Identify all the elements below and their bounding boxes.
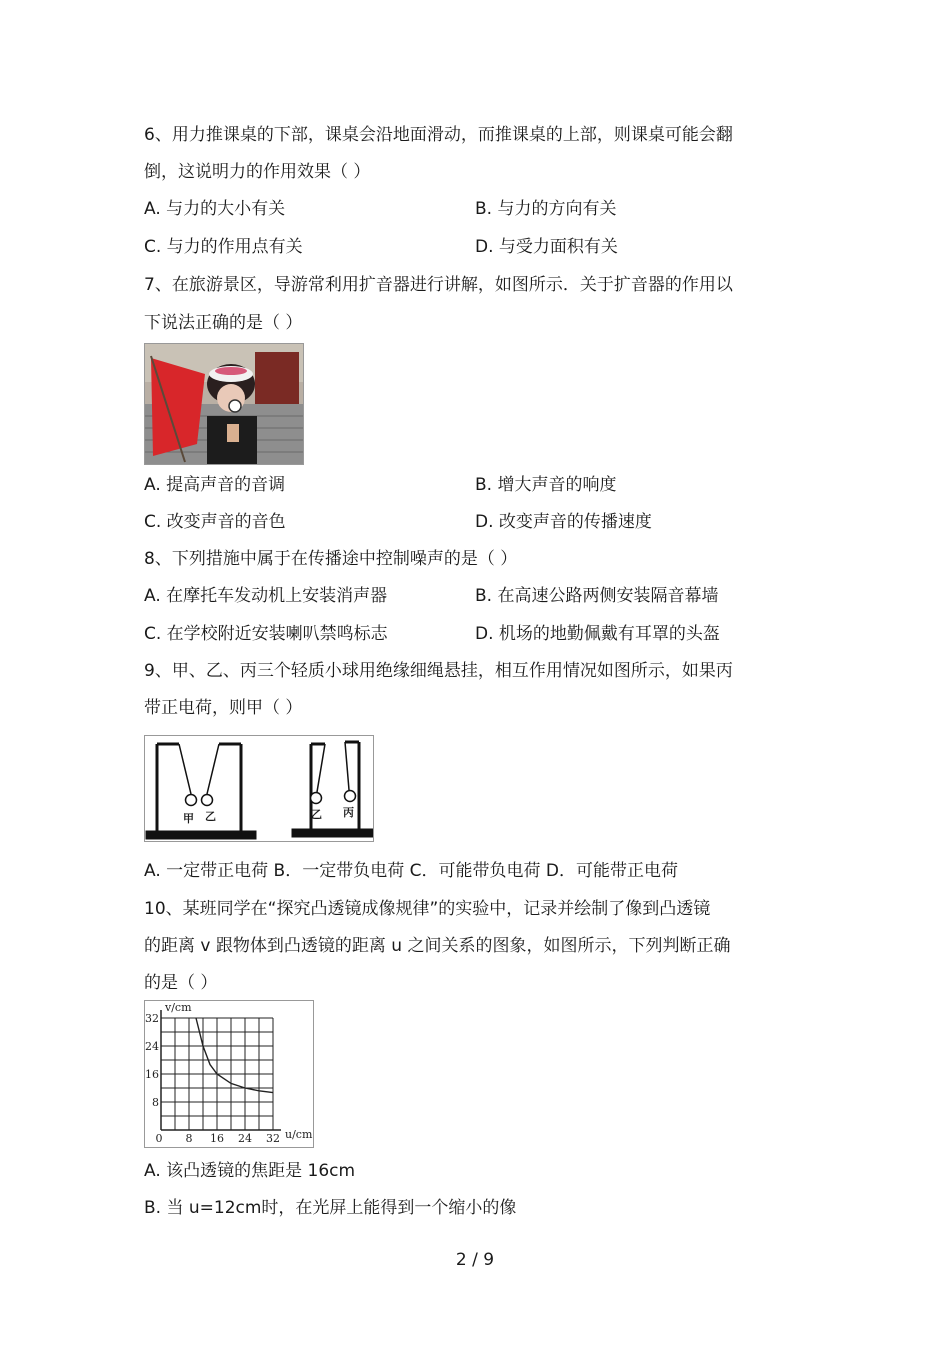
x-tick-label: 32 bbox=[266, 1132, 280, 1145]
q9-stem-line1: 9、甲、乙、丙三个轻质小球用绝缘细绳悬挂，相互作用情况如图所示，如果丙 bbox=[144, 661, 733, 681]
suspended-balls-diagram bbox=[144, 735, 374, 842]
q10-stem-line1: 10、某班同学在“探究凸透镜成像规律”的实验中，记录并绘制了像到凸透镜 bbox=[144, 899, 711, 919]
q10-option-b: B. 当 u=12cm时，在光屏上能得到一个缩小的像 bbox=[144, 1198, 517, 1218]
q9-stem-line2: 带正电荷，则甲（ ） bbox=[144, 698, 303, 718]
v-u-curve bbox=[196, 1018, 273, 1093]
q8-option-b: B. 在高速公路两侧安装隔音幕墙 bbox=[475, 586, 719, 606]
y-tick-label: 8 bbox=[152, 1096, 159, 1109]
x-tick-label: 8 bbox=[185, 1132, 193, 1145]
ball-label-bing: 丙 bbox=[343, 806, 354, 819]
x-tick-label: 24 bbox=[238, 1132, 252, 1145]
x-axis-label: u/cm bbox=[285, 1128, 313, 1141]
q7-stem-line1: 7、在旅游景区，导游常利用扩音器进行讲解，如图所示．关于扩音器的作用以 bbox=[144, 275, 733, 295]
y-tick-label: 24 bbox=[145, 1040, 159, 1053]
v-u-graph bbox=[144, 1000, 314, 1148]
q10-stem-line2: 的距离 v 跟物体到凸透镜的距离 u 之间关系的图象，如图所示，下列判断正确 bbox=[144, 936, 731, 956]
q8-option-d: D. 机场的地勤佩戴有耳罩的头盔 bbox=[475, 624, 720, 644]
q8-option-a: A. 在摩托车发动机上安装消声器 bbox=[144, 586, 388, 606]
q8-stem: 8、下列措施中属于在传播途中控制噪声的是（ ） bbox=[144, 549, 518, 569]
q7-option-c: C. 改变声音的音色 bbox=[144, 512, 286, 532]
ball-label-jia: 甲 bbox=[183, 812, 194, 825]
q6-stem-line2: 倒，这说明力的作用效果（ ） bbox=[144, 162, 371, 182]
q7-option-a: A. 提高声音的音调 bbox=[144, 475, 286, 495]
q8-option-c: C. 在学校附近安装喇叭禁鸣标志 bbox=[144, 624, 388, 644]
tour-guide-photo bbox=[144, 343, 304, 465]
q6-option-a: A. 与力的大小有关 bbox=[144, 199, 286, 219]
y-tick-label: 16 bbox=[145, 1068, 159, 1081]
q10-option-a: A. 该凸透镜的焦距是 16cm bbox=[144, 1161, 356, 1181]
q9-options: A. 一定带正电荷 B．一定带负电荷 C．可能带负电荷 D．可能带正电荷 bbox=[144, 861, 678, 881]
q7-option-d: D. 改变声音的传播速度 bbox=[475, 512, 652, 532]
ball-label-yi-2: 乙 bbox=[311, 808, 322, 821]
x-tick-label: 16 bbox=[210, 1132, 224, 1145]
q10-stem-line3: 的是（ ） bbox=[144, 973, 218, 993]
q6-stem-line1: 6、用力推课桌的下部，课桌会沿地面滑动，而推课桌的上部，则课桌可能会翻 bbox=[144, 125, 733, 145]
q6-option-d: D. 与受力面积有关 bbox=[475, 237, 618, 257]
y-tick-label: 32 bbox=[145, 1012, 159, 1025]
x-tick-label: 0 bbox=[155, 1132, 163, 1145]
q6-option-b: B. 与力的方向有关 bbox=[475, 199, 617, 219]
ball-label-yi: 乙 bbox=[205, 810, 216, 823]
page-number: 2 / 9 bbox=[455, 1250, 495, 1270]
q7-stem-line2: 下说法正确的是（ ） bbox=[144, 313, 303, 333]
q6-option-c: C. 与力的作用点有关 bbox=[144, 237, 303, 257]
q7-option-b: B. 增大声音的响度 bbox=[475, 475, 617, 495]
y-axis-label: v/cm bbox=[165, 1001, 192, 1014]
v-u-chart bbox=[145, 1001, 313, 1147]
